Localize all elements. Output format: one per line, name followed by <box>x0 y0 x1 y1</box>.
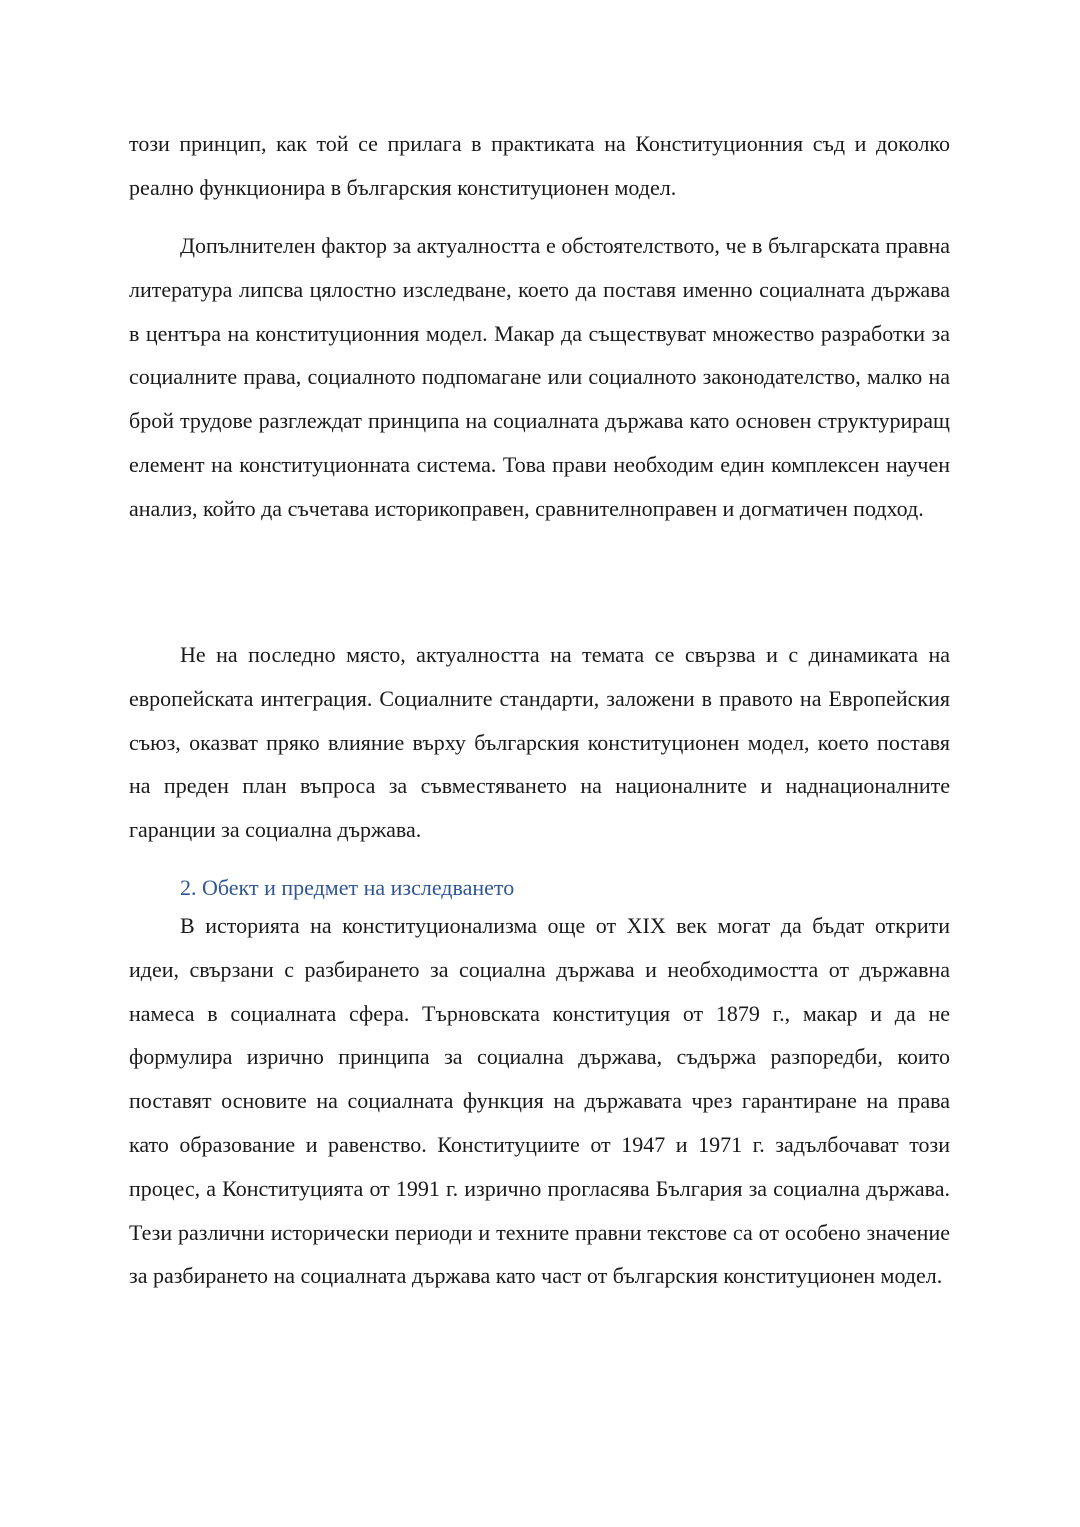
paragraph-history: В историята на конституционализма още от XIX век могат да бъдат открити идеи, свързани с разбирането за социална държава и необходимостта от държавна намеса в социалната сфера. Търновската конституция от 1879 г., макар и да не формулира изрично принципа за социална държава, съдържа разпоредби, които поставят основите на социалната функция на държавата чрез гарантиране на права като образование и равенство. Конституциите от 1947 и 1971 г. задълбочават този процес, а Конституцията от 1991 г. изрично прогласява България за социална държава. Тези различни исторически периоди и техните правни текстове са от особено значение за разбирането на социалната държава като част от българския конституционен модел. <box>129 913 950 1289</box>
paragraph-relevance-factor: Допълнителен фактор за актуалността е обстоятелството, че в българската правна литература липсва цялостно изследване, което да поставя именно социалната държава в центъра на конституционния модел. Макар да съществуват множество разработки за социалните права, социалното подпомагане или социалното законодателство, малко на брой трудове разглеждат принципа на социалната държава като основен структуриращ елемент на конституционната система. Това прави необходим един комплексен научен анализ, който да съчетава историкоправен, сравнителноправен и догматичен подход. <box>129 233 950 521</box>
section-heading: 2. Обект и предмет на изследването <box>180 875 515 900</box>
paragraph-european-integration: Не на последно място, актуалността на темата се свързва и с динамиката на европейската интеграция. Социалните стандарти, заложени в правото на Европейския съюз, оказват пряко влияние върху българския конституционен модел, което поставя на преден план въпроса за съвместяването на националните и наднационалните гаранции за социална държава. <box>129 642 950 843</box>
paragraph-continuation: този принцип, как той се прилага в практиката на Конституционния съд и доколко реално функционира в българския конституционен модел. <box>129 131 950 200</box>
